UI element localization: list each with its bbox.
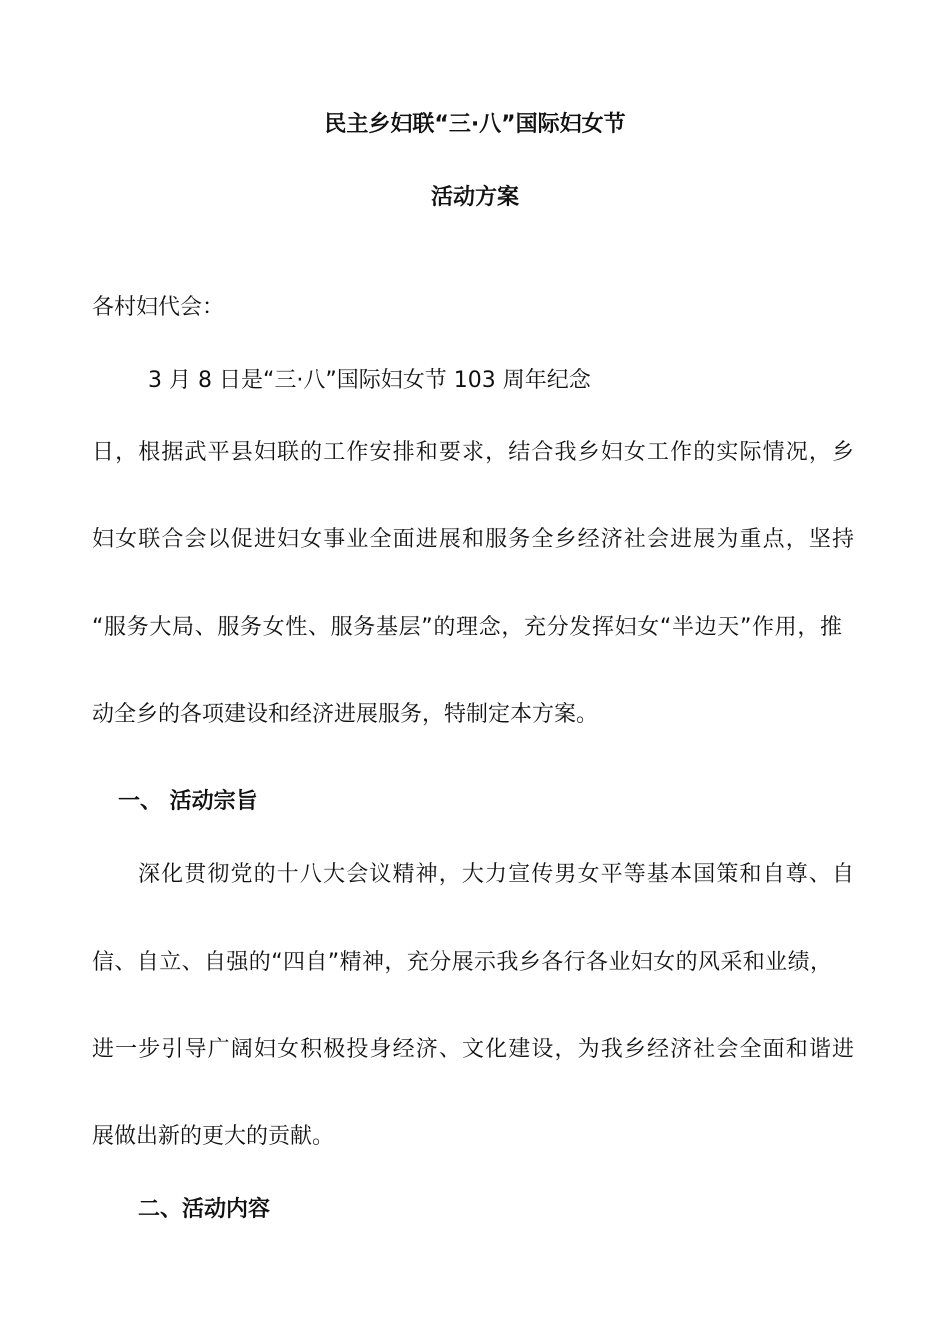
section1-line: 进一步引导广阔妇女积极投身经济、文化建设，为我乡经济社会全面和谐进: [92, 1037, 854, 1062]
section2-heading: 二、活动内容: [138, 1197, 271, 1222]
document-title-line1: 民主乡妇联“三·八”国际妇女节: [324, 112, 626, 137]
document-title-line2: 活动方案: [430, 185, 519, 210]
intro-first-line: 3 月 8 日是“三·八”国际妇女节 103 周年纪念: [148, 368, 591, 393]
intro-line: 妇女联合会以促进妇女事业全面进展和服务全乡经济社会进展为重点，坚持: [92, 527, 854, 552]
intro-line: 动全乡的各项建设和经济进展服务，特制定本方案。: [92, 702, 599, 727]
section1-line: 信、自立、自强的“四自”精神，充分展示我乡各行各业妇女的风采和业绩，: [92, 950, 832, 975]
salutation: 各村妇代会：: [92, 295, 225, 320]
section1-line: 展做出新的更大的贡献。: [92, 1124, 335, 1149]
intro-line: “服务大局、服务女性、服务基层”的理念，充分发挥妇女“半边天”作用，推: [92, 615, 842, 640]
section1-line: 深化贯彻党的十八大会议精神，大力宣传男女平等基本国策和自尊、自: [138, 862, 854, 887]
section1-heading: 一、 活动宗旨: [118, 789, 258, 814]
intro-line: 日，根据武平县妇联的工作安排和要求，结合我乡妇女工作的实际情况，乡: [92, 440, 854, 465]
